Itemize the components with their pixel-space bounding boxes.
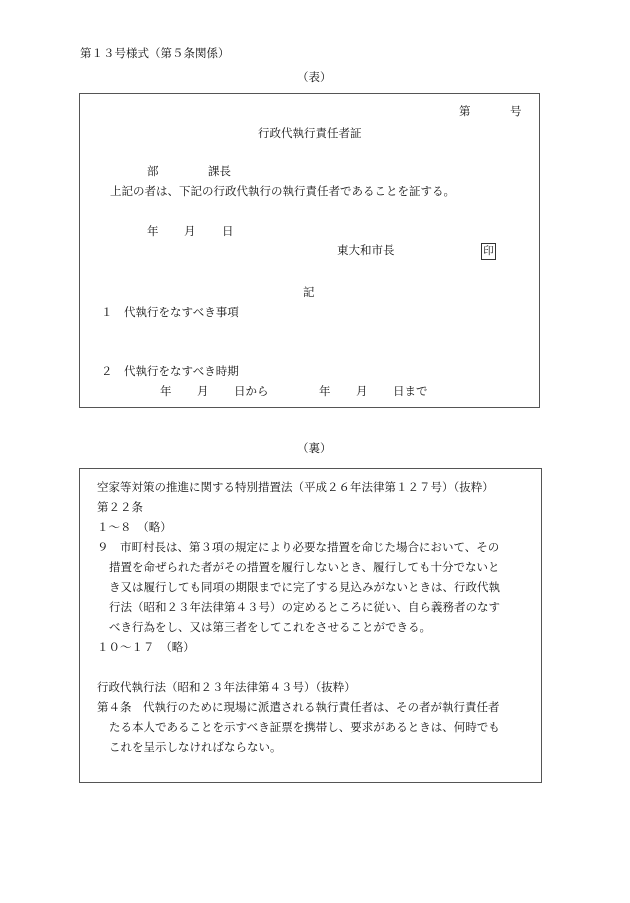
period-day-to: 日まで (393, 384, 428, 398)
number-go-label: 号 (510, 104, 522, 118)
department-label: 部 (147, 164, 159, 178)
paragraphs-10-17: １０～１７ （略） (97, 640, 195, 654)
certificate-title: 行政代執行責任者証 (258, 126, 362, 140)
issue-date-year: 年 (147, 224, 159, 238)
period-month-2: 月 (356, 384, 368, 398)
issue-date-day: 日 (222, 224, 234, 238)
article-4-line-2: たる本人であることを示すべき証票を携帯し、要求があるときは、何時でも (109, 720, 500, 734)
article-22-heading: 第２２条 (97, 500, 143, 514)
back-side-label: （裏） (297, 441, 332, 455)
issuer-name: 東大和市長 (337, 243, 395, 257)
paragraph-9-line-2: 措置を命ぜられた者がその措置を履行しないとき、履行しても十分でないと (109, 560, 500, 574)
period-day-from: 日から (234, 384, 269, 398)
article-4-line-1: 第４条 代執行のために現場に派遣される執行責任者は、その者が執行責任者 (97, 700, 500, 714)
paragraphs-1-8: １～８ （略） (97, 520, 172, 534)
item-1-matters: １ 代執行をなすべき事項 (101, 305, 239, 319)
article-4-line-3: これを呈示しなければならない。 (109, 740, 282, 754)
period-month-1: 月 (197, 384, 209, 398)
paragraph-9-line-4: 行法（昭和２３年法律第４３号）の定めるところに従い、自ら義務者のなす (109, 600, 500, 614)
law1-title: 空家等対策の推進に関する特別措置法（平成２６年法律第１２７号）（抜粋） (97, 480, 494, 494)
item-2-period: ２ 代執行をなすべき時期 (101, 364, 239, 378)
number-dai-label: 第 (459, 104, 471, 118)
paragraph-9-line-3: き又は履行しても同項の期限までに完了する見込みがないときは、行政代執 (109, 580, 500, 594)
paragraph-9-line-5: べき行為をし、又は第三者をしてこれをさせることができる。 (109, 620, 431, 634)
certify-statement: 上記の者は、下記の行政代執行の執行責任者であることを証する。 (110, 184, 455, 198)
period-year-1: 年 (160, 384, 172, 398)
form-number-title: 第１３号様式（第５条関係） (80, 46, 230, 60)
seal-mark: 印 (481, 243, 496, 260)
law2-title: 行政代執行法（昭和２３年法律第４３号）（抜粋） (97, 680, 356, 694)
section-chief-label: 課長 (208, 164, 231, 178)
certificate-front-box (79, 93, 540, 408)
period-year-2: 年 (319, 384, 331, 398)
paragraph-9-line-1: ９ 市町村長は、第３項の規定により必要な措置を命じた場合において、その (97, 540, 500, 554)
front-side-label: （表） (297, 70, 332, 84)
ki-heading: 記 (303, 285, 315, 299)
issue-date-month: 月 (184, 224, 196, 238)
